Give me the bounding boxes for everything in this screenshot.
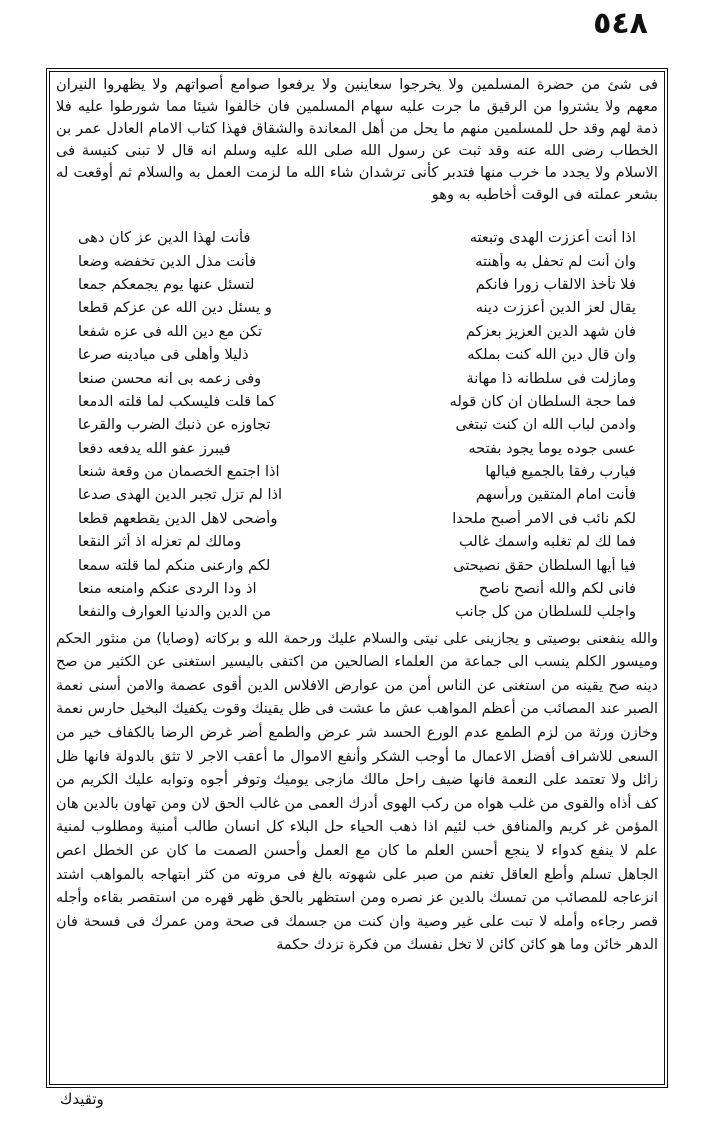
poem-verse	[64, 437, 650, 460]
poem-verse	[64, 226, 650, 249]
verse-second-hemistich: و يسئل دين الله عن عزكم قطعا	[78, 299, 272, 317]
verse-first-hemistich: عسى جوده يوما يجود بفتحه	[468, 439, 636, 457]
verse-first-hemistich: فما لك لم تغلبه واسمك غالب	[458, 533, 636, 551]
verse-first-hemistich: وادمن لباب الله ان كنت تبتغى	[455, 416, 636, 434]
poem-verse	[64, 413, 650, 436]
poem-verse	[64, 249, 650, 272]
poem-verse	[64, 600, 650, 623]
verse-first-hemistich: فأنت امام المتقين ورأسهم	[475, 486, 636, 504]
poem-verse	[64, 366, 650, 389]
poem-verse	[64, 530, 650, 553]
poem-verse	[64, 483, 650, 506]
verse-second-hemistich: اذ ودا الردى عنكم وامنعه منعا	[78, 580, 257, 598]
verse-second-hemistich: اذا لم تزل تجبر الدين الهدى صدعا	[78, 486, 283, 504]
top-paragraph: فى شئ من حضرة المسلمين ولا يخرجوا سعاينين ولا يرفعوا صوامع أصواتهم ولا يظهروا النيران معهم ولا يشتروا من الرقيق ما جرت عليه سهام المسلمين فان خالفوا شيئا مما شورطوا عليه فلا ذمة لهم وقد حل للمسلمين منهم ما يحل من أهل المعاندة والشقاق فهذا كتاب الامام العادل عمر بن الخطاب رضى الله عنه وقد ثبت عن رسول الله صلى الله عليه وسلم انه قال لا تبنى كنيسة فى الاسلام ولا يجدد ما خرب منها فتدبر كأنى ترشدان شاء الله ما لزمت العمل به والسلام ثم أوقعت له بشعر عملته فى الوقت أخاطبه به وهو	[56, 76, 658, 203]
page-content	[56, 74, 658, 1006]
verse-first-hemistich: وان أنت لم تحفل به وأهنته	[475, 252, 636, 270]
verse-first-hemistich: فما حجة السلطان ان كان قوله	[449, 392, 636, 410]
verse-second-hemistich: من الدين والدنيا العوارف والنفعا	[78, 603, 272, 621]
verse-second-hemistich: فأنت مذل الدين تخفضه وضعا	[78, 252, 257, 270]
verse-first-hemistich: فانى لكم والله أنصح ناصح	[478, 580, 636, 598]
catchword: وتقيدك	[60, 1090, 104, 1108]
poem-verse	[64, 507, 650, 530]
verse-second-hemistich: لكم وارعنى منكم لما قلته سمعا	[78, 556, 271, 574]
verse-first-hemistich: فان شهد الدين العزيز بعزكم	[465, 322, 636, 340]
verse-first-hemistich: اذا أنت أعززت الهدى وتبعته	[469, 229, 636, 247]
verse-second-hemistich: فيبرز عفو الله يدفعه دفعا	[78, 439, 231, 457]
verse-first-hemistich: فيا أيها السلطان حقق نصيحتى	[453, 556, 636, 574]
verse-second-hemistich: كما قلت فليسكب لما قلته الدمعا	[78, 392, 276, 410]
poem	[56, 226, 658, 624]
verse-second-hemistich: تجاوزه عن ذنبك الضرب والقرعا	[78, 416, 271, 434]
verse-first-hemistich: يقال لعز الدين أعززت دينه	[475, 299, 636, 317]
verse-first-hemistich: واجلب للسلطان من كل جانب	[455, 603, 636, 621]
poem-verse	[64, 460, 650, 483]
verse-first-hemistich: فيارب رفقا بالجميع فيالها	[485, 463, 636, 481]
poem-verse	[64, 553, 650, 576]
poem-verse	[64, 390, 650, 413]
verse-second-hemistich: وأضحى لاهل الدين يقطعهم قطعا	[78, 509, 278, 527]
poem-verse	[64, 343, 650, 366]
verse-second-hemistich: اذا اجتمع الخصمان من وقعة شنعا	[78, 463, 280, 481]
poem-verse	[64, 320, 650, 343]
verse-first-hemistich: لكم نائب فى الامر أصبح ملحدا	[452, 509, 636, 527]
verse-second-hemistich: ذليلا وأهلى فى ميادينه صرعا	[78, 346, 249, 364]
page-number: ٥٤٨	[593, 6, 648, 41]
poem-verse	[64, 296, 650, 319]
verse-second-hemistich: فأنت لهذا الدين عز كان دهى	[78, 229, 251, 247]
verse-first-hemistich: فلا تأخذ الالقاب زورا فانكم	[475, 275, 636, 293]
bottom-paragraph: والله ينفعنى بوصيتى و يجازينى على نيتى والسلام عليك ورحمة الله و بركاته (وصايا) من منثور الحكم وميسور الكلم ينسب الى جماعة من العلماء الصالحين من اكتفى باليسير استغنى عن الكثير من صح دينه صح يقينه من استغنى عن الناس أمن من عوارض الافلاس الدين أقوى عصمة والامن أسنى نعمة الصبر عند المصائب من أعظم المواهب عش ما عشت فى ظل يقينك وقوت يكفيك البخيل حارس نعمة وخازن ورثة من لزم الطمع عدم الورع الحسد شر عرض والطمع أضر غرض الرضا بالكفاف خير من السعى للاشراف أفضل الاعمال ما أوجب الشكر وأنفع الاموال ما أعقب الاجر لا تثق بالدولة فانها ظل زائل ولا تعتمد على النعمة فانها ضيف راحل مالك مازجى يوميك وتوفر أجوه وتوابه عليك الكريم من كف أذاه والقوى من غلب هواه من ركب الهوى أدرك العمى من غالب الحق لان ومن تهاون بالدين هان المؤمن غر كريم والمنافق خب لئيم اذا ذهب الحياء حل البلاء كل انسان طالب أمنية ومطلوب لمنية علم لا ينفع كدواء لا ينجع أحسن العلم ما كان مع العمل وأحسن الصمت ما كان عن الخطل اعص الجاهل تسلم وأطع العاقل تغنم من صبر على شهوته بالغ فى مروته من كثر ابتهاجه بالمواهب اشتد انزعاجه للمصائب من تمسك بالدين عز نصره ومن استظهر بالحق ظهر قهره من استقصر بقاءه وأجله قصر رجاءه وأمله لا تبت على غير وصية وان كنت من جسمك فى صحة ومن عمرك فى فسحة فان الدهر خائن وما هو كائن كائن لا تخل نفسك من فكرة تزدك حكمة	[56, 630, 658, 954]
verse-second-hemistich: لتسئل عنها يوم يجمعكم جمعا	[78, 275, 255, 293]
verse-first-hemistich: ومازلت فى سلطانه ذا مهانة	[466, 369, 636, 387]
verse-second-hemistich: ومالك لم تعزله اذ أثر النقعا	[78, 533, 242, 551]
verse-second-hemistich: وفى زعمه بى انه محسن صنعا	[78, 369, 262, 387]
verse-first-hemistich: وان قال دين الله كنت بملكه	[467, 346, 636, 364]
verse-second-hemistich: تكن مع دين الله فى عزه شفعا	[78, 322, 263, 340]
poem-verse	[64, 273, 650, 296]
poem-verse	[64, 577, 650, 600]
